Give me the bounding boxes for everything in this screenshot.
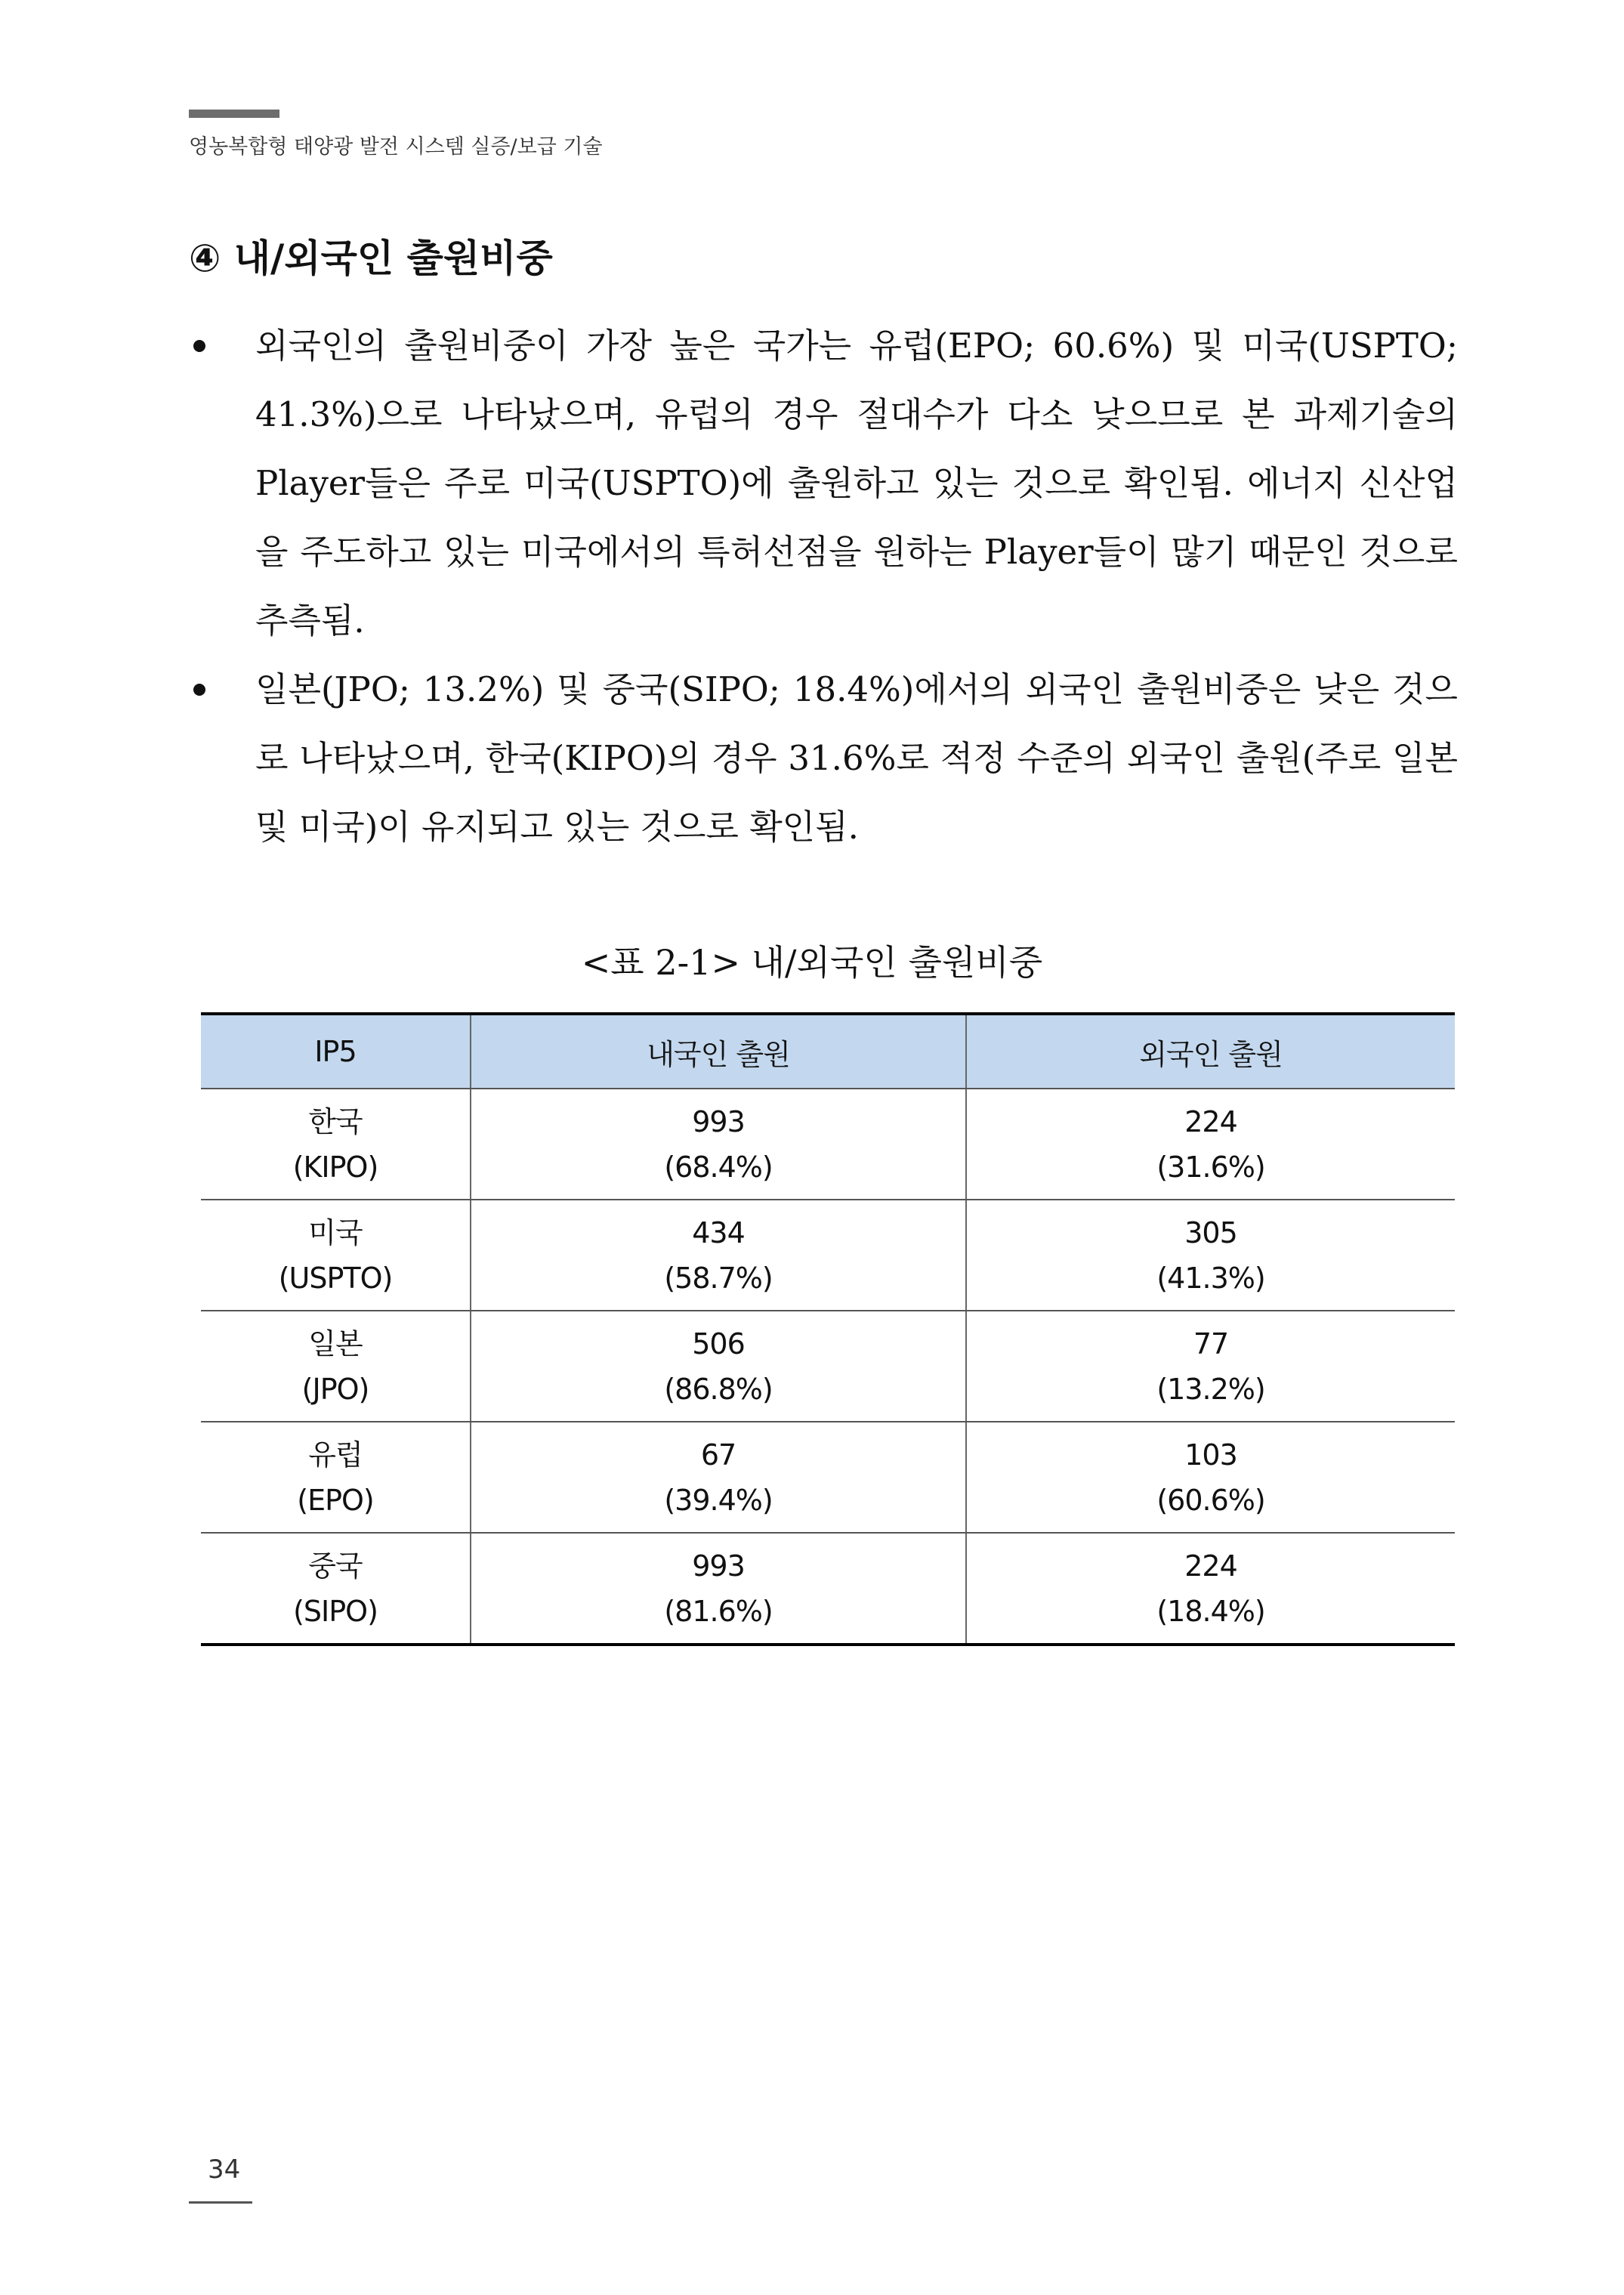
- header-domestic: 내국인 출원: [471, 1014, 966, 1089]
- foreign-count: 224: [1184, 1104, 1237, 1138]
- table-caption: <표 2-1> 내/외국인 출원비중: [581, 942, 1043, 983]
- foreign-cell: [966, 1089, 1455, 1200]
- office-cell: [201, 1422, 471, 1533]
- domestic-cell: [471, 1311, 966, 1422]
- domestic-cell: [471, 1200, 966, 1311]
- bullet-item: [189, 311, 1458, 655]
- domestic-count: 506: [692, 1327, 745, 1361]
- table-row: [201, 1200, 1455, 1311]
- header-ip5: IP5: [201, 1014, 471, 1089]
- foreign-percent: (41.3%): [1156, 1261, 1265, 1295]
- domestic-percent: (39.4%): [664, 1483, 773, 1517]
- filing-ratio-table-container: [201, 1012, 1455, 1646]
- foreign-percent: (31.6%): [1156, 1150, 1265, 1184]
- office-name: 중국: [308, 1549, 363, 1583]
- table-row: [201, 1089, 1455, 1200]
- domestic-cell: [471, 1533, 966, 1645]
- office-code: (JPO): [301, 1372, 369, 1406]
- foreign-percent: (18.4%): [1156, 1594, 1265, 1628]
- page-number: 34: [208, 2154, 241, 2185]
- foreign-count: 305: [1184, 1215, 1237, 1249]
- bullet-text: 일본(JPO; 13.2%) 및 중국(SIPO; 18.4%)에서의 외국인 출원비중은 낮은 것으로 나타났으며, 한국(KIPO)의 경우 31.6%로 적정 수준의 외국인 출원(주로 일본 및 미국)이 유지되고 있는 것으로 확인됨.: [255, 669, 1458, 847]
- office-code: (KIPO): [292, 1150, 378, 1184]
- foreign-cell: [966, 1533, 1455, 1645]
- domestic-cell: [471, 1422, 966, 1533]
- foreign-percent: (60.6%): [1156, 1483, 1265, 1517]
- section-title: ④ 내/외국인 출원비중: [189, 236, 553, 280]
- foreign-cell: [966, 1200, 1455, 1311]
- bullet-item: [189, 655, 1458, 861]
- header-rule: [189, 110, 279, 118]
- domestic-count: 993: [692, 1549, 745, 1583]
- domestic-percent: (81.6%): [664, 1594, 773, 1628]
- foreign-count: 224: [1184, 1549, 1237, 1583]
- header-foreign: 외국인 출원: [966, 1014, 1455, 1089]
- table-row: [201, 1422, 1455, 1533]
- domestic-percent: (58.7%): [664, 1261, 773, 1295]
- office-cell: [201, 1311, 471, 1422]
- bullet-dot-icon: [193, 684, 205, 696]
- domestic-count: 67: [700, 1438, 736, 1472]
- domestic-percent: (68.4%): [664, 1150, 773, 1184]
- office-code: (EPO): [297, 1483, 374, 1517]
- table-header-row: [201, 1014, 1455, 1089]
- office-cell: [201, 1200, 471, 1311]
- domestic-cell: [471, 1089, 966, 1200]
- domestic-percent: (86.8%): [664, 1372, 773, 1406]
- bullet-text: 외국인의 출원비중이 가장 높은 국가는 유럽(EPO; 60.6%) 및 미국(USPTO; 41.3%)으로 나타났으며, 유럽의 경우 절대수가 다소 낮으므로 본 과제기술의 Player들은 주로 미국(USPTO)에 출원하고 있는 것으로 확인됨. 에너지 신산업을 주도하고 있는 미국에서의 특허선점을 원하는 Player들이 많기 때문인 것으로 추측됨.: [255, 326, 1458, 641]
- foreign-count: 77: [1193, 1327, 1229, 1361]
- table-row: [201, 1311, 1455, 1422]
- table-row: [201, 1533, 1455, 1645]
- office-name: 일본: [308, 1327, 363, 1361]
- office-cell: [201, 1533, 471, 1645]
- foreign-count: 103: [1184, 1438, 1237, 1472]
- running-header: 영농복합형 태양광 발전 시스템 실증/보급 기술: [189, 135, 603, 159]
- foreign-percent: (13.2%): [1156, 1372, 1265, 1406]
- office-name: 미국: [308, 1215, 363, 1249]
- office-name: 한국: [308, 1104, 363, 1138]
- domestic-count: 434: [692, 1215, 745, 1249]
- footer-rule: [189, 2201, 252, 2204]
- office-code: (SIPO): [293, 1594, 378, 1628]
- bullet-dot-icon: [193, 340, 205, 352]
- domestic-count: 993: [692, 1104, 745, 1138]
- foreign-cell: [966, 1422, 1455, 1533]
- office-name: 유럽: [308, 1438, 363, 1472]
- office-cell: [201, 1089, 471, 1200]
- filing-ratio-table: [201, 1012, 1455, 1646]
- foreign-cell: [966, 1311, 1455, 1422]
- office-code: (USPTO): [278, 1261, 393, 1295]
- bullet-list: [189, 311, 1458, 861]
